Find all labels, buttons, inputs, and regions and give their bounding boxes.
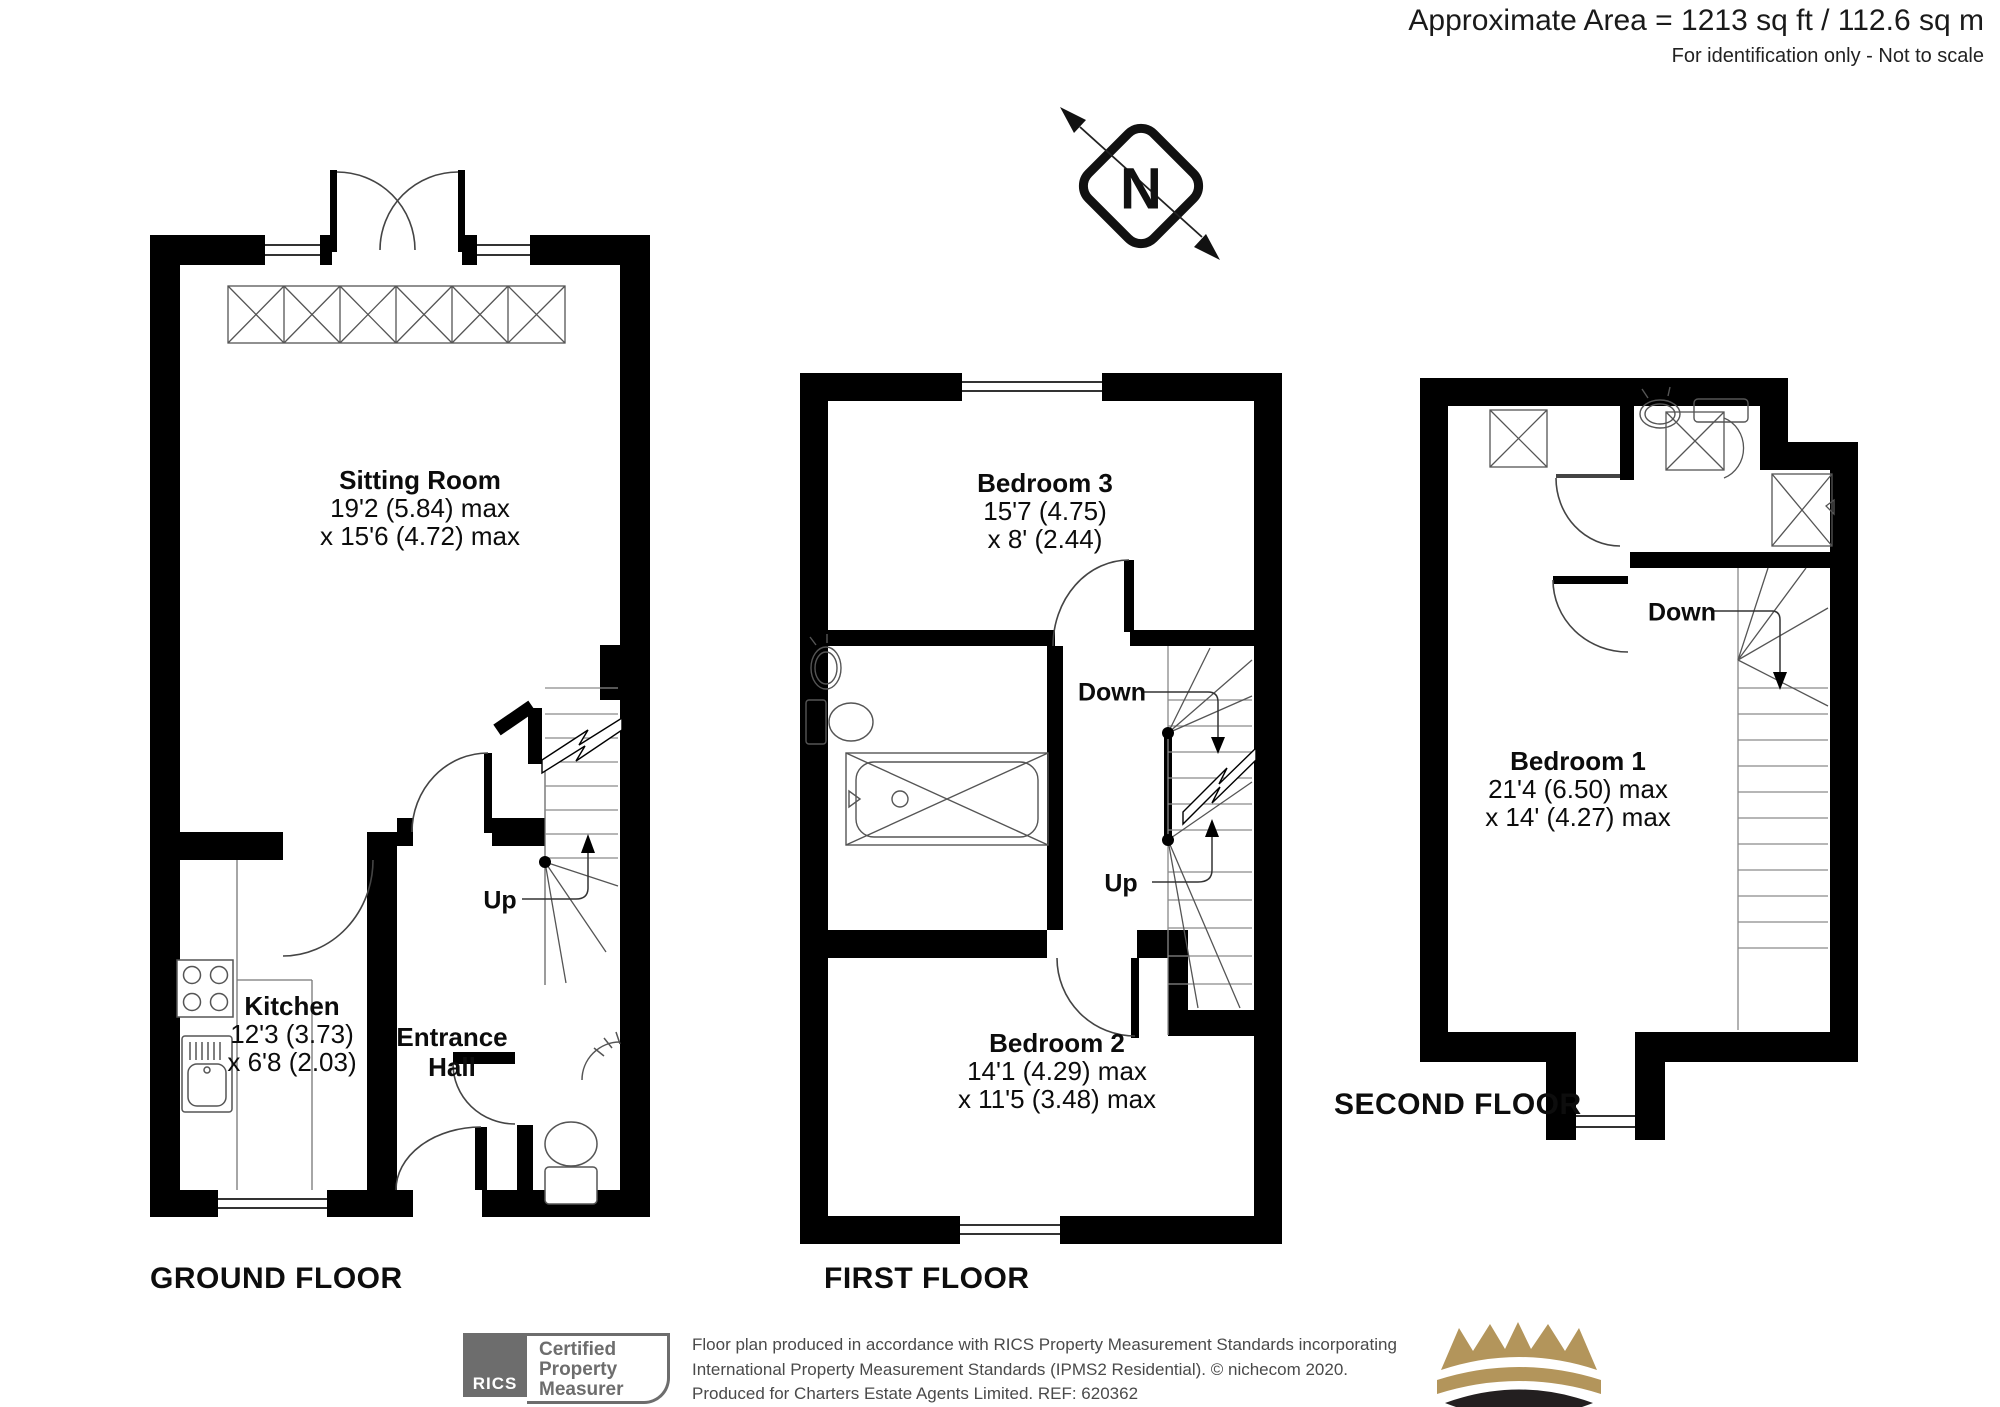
up-arrow-icon — [581, 834, 595, 853]
stair-label-up: Up — [1104, 869, 1138, 898]
charters-crown-icon — [1437, 1322, 1601, 1407]
stair-label-up: Up — [483, 886, 517, 915]
down-arrow-icon — [1773, 672, 1787, 690]
footer-line-2: International Property Measurement Standards (IPMS2 Residential). © nichecom 2020. — [692, 1359, 1349, 1379]
footer-line-3: Produced for Charters Estate Agents Limited. REF: 620362 — [692, 1384, 1139, 1403]
first-floor-stairs — [1144, 646, 1256, 1035]
hob-icon — [177, 960, 233, 1017]
up-arrow-icon — [1205, 819, 1219, 837]
second-floor-stairs — [1712, 568, 1828, 1030]
second-floor-windows — [1576, 1116, 1635, 1127]
first-floor-door-arcs — [1053, 560, 1138, 1036]
window-seat-glazing — [228, 286, 565, 343]
rooflight-icon — [1490, 410, 1547, 467]
stair-label-down: Down — [1077, 678, 1147, 707]
floor-title-first: FIRST FLOOR — [824, 1262, 1030, 1295]
stair-break-symbol — [1183, 748, 1256, 824]
rics-org-text: RICS — [472, 1374, 518, 1393]
certified-property-measurer-box: Certified Property Measurer — [527, 1333, 670, 1404]
disclaimer-text: For identification only - Not to scale — [1671, 45, 1984, 67]
room-label-entrance-hall: Entrance Hall — [396, 1022, 508, 1082]
second-floor-door-arcs — [1553, 476, 1628, 652]
stair-label-down: Down — [1647, 598, 1717, 627]
newel-post — [539, 856, 551, 868]
rics-certification-badge — [463, 1333, 670, 1404]
compass-north-letter: N — [1120, 156, 1162, 222]
room-label-bedroom-2: Bedroom 2 14'1 (4.29) max x 11'5 (3.48) max — [957, 1028, 1157, 1114]
room-label-bedroom-3: Bedroom 3 15'7 (4.75) x 8' (2.44) — [977, 468, 1113, 554]
sink-icon — [182, 1036, 232, 1112]
rooflight-icon — [1772, 474, 1834, 546]
bath-icon — [846, 753, 1048, 845]
header — [1408, 4, 1984, 68]
toilet-icon — [545, 1122, 597, 1204]
footer-credits — [692, 1333, 1397, 1407]
floor-title-second: SECOND FLOOR — [1334, 1088, 1582, 1121]
footer-line-1: Floor plan produced in accordance with RICS Property Measurement Standards incorporating — [692, 1335, 1397, 1354]
room-label-sitting-room: Sitting Room 19'2 (5.84) max x 15'6 (4.72) max — [319, 465, 521, 551]
stair-break-symbol — [542, 718, 622, 773]
room-label-kitchen: Kitchen 12'3 (3.73) x 6'8 (2.03) — [227, 991, 357, 1077]
room-label-bedroom-1: Bedroom 1 21'4 (6.50) max x 14' (4.27) max — [1485, 746, 1671, 832]
newel-post — [1162, 727, 1174, 739]
newel-post — [1162, 834, 1174, 846]
angled-wall — [497, 706, 532, 730]
corner-basin-icon — [582, 1032, 620, 1080]
approximate-area-text: Approximate Area = 1213 sq ft / 112.6 sq m — [1408, 4, 1984, 37]
floor-title-ground: GROUND FLOOR — [150, 1262, 403, 1295]
rics-badge — [463, 1333, 527, 1397]
